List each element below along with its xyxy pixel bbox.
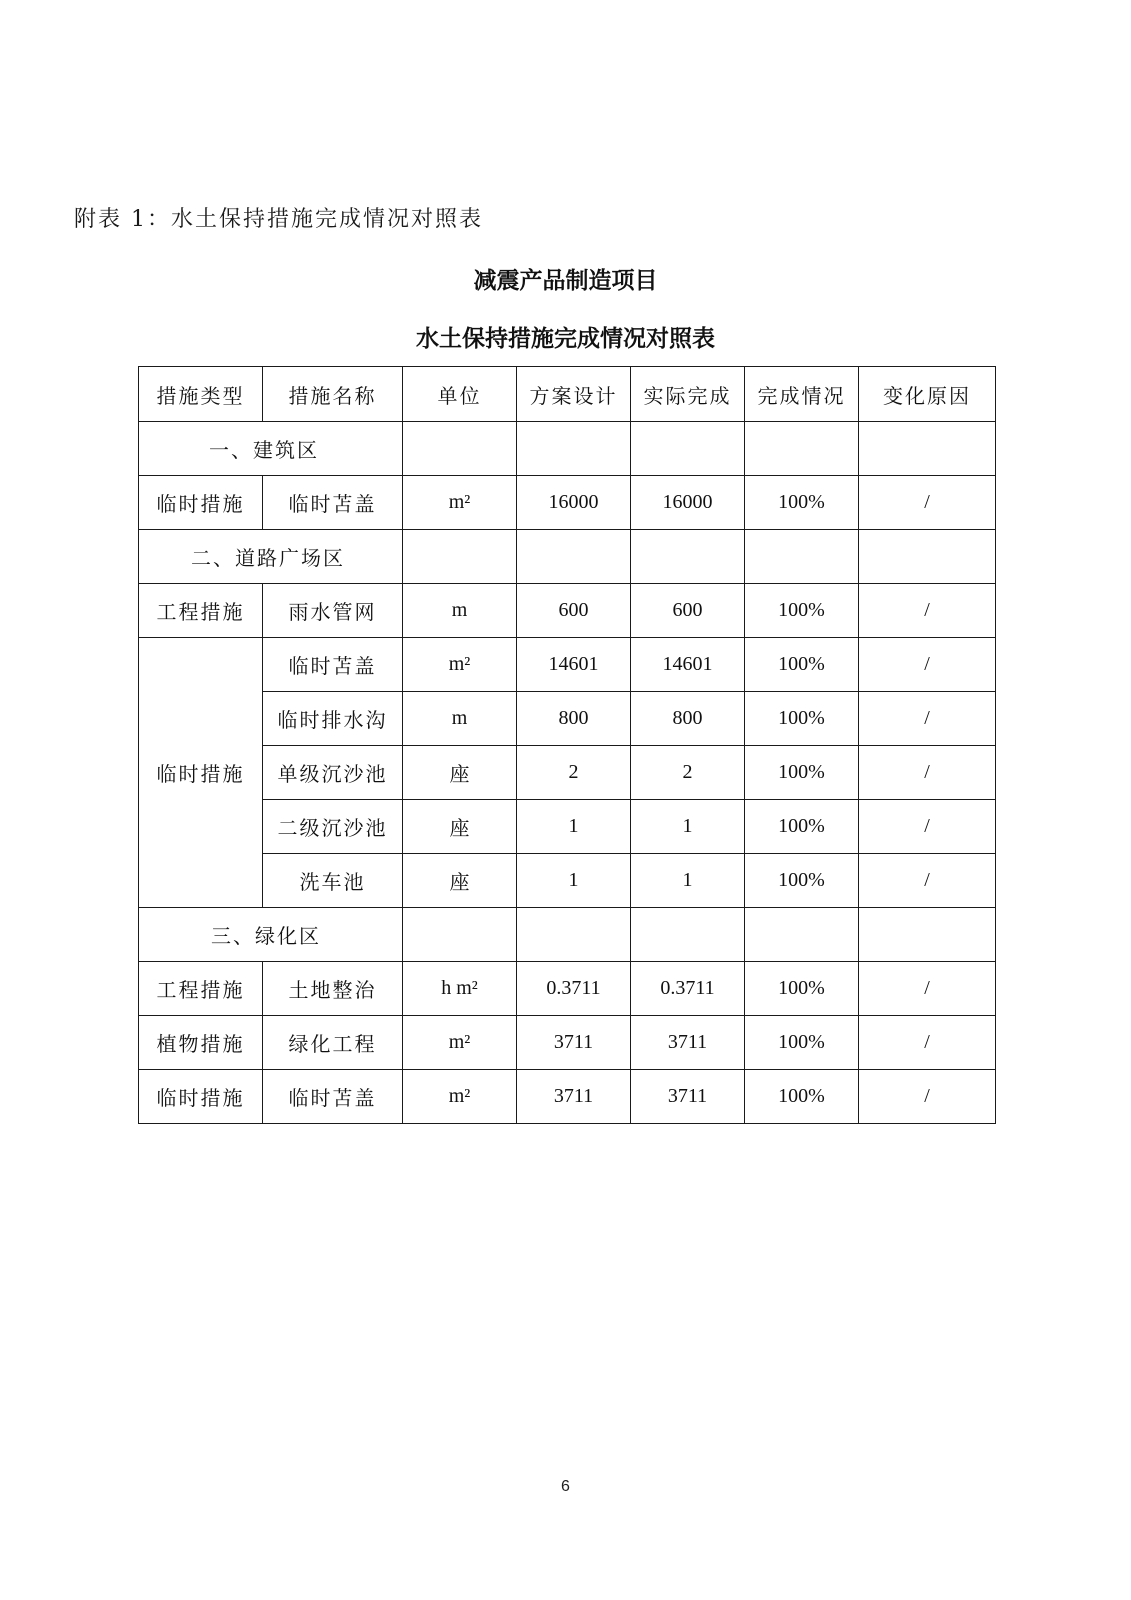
change-reason: / [859, 854, 996, 908]
measure-type: 工程措施 [139, 962, 263, 1016]
measure-type: 临时措施 [139, 638, 263, 908]
completion-status: 100% [745, 962, 859, 1016]
plan-design: 14601 [517, 638, 631, 692]
header-unit: 单位 [403, 367, 517, 422]
measure-type: 植物措施 [139, 1016, 263, 1070]
completion-status: 100% [745, 638, 859, 692]
section-name: 三、绿化区 [139, 908, 403, 962]
plan-design: 800 [517, 692, 631, 746]
measure-name: 土地整治 [263, 962, 403, 1016]
unit: m [403, 584, 517, 638]
measure-name: 雨水管网 [263, 584, 403, 638]
header-measure-type: 措施类型 [139, 367, 263, 422]
completion-status: 100% [745, 584, 859, 638]
annex-label: 附表 1：水土保持措施完成情况对照表 [74, 207, 483, 232]
table-row [139, 638, 996, 692]
actual-completed: 16000 [631, 476, 745, 530]
unit: 座 [403, 800, 517, 854]
measure-name: 临时苫盖 [263, 476, 403, 530]
completion-status: 100% [745, 692, 859, 746]
header-actual-completed: 实际完成 [631, 367, 745, 422]
unit: m² [403, 638, 517, 692]
table-row [139, 854, 996, 908]
header-change-reason: 变化原因 [859, 367, 996, 422]
section-row [139, 908, 996, 962]
measure-name: 绿化工程 [263, 1016, 403, 1070]
measure-type: 临时措施 [139, 1070, 263, 1124]
header-measure-name: 措施名称 [263, 367, 403, 422]
actual-completed: 1 [631, 800, 745, 854]
table-row [139, 1070, 996, 1124]
plan-design: 1 [517, 800, 631, 854]
measure-name: 临时苫盖 [263, 638, 403, 692]
actual-completed: 600 [631, 584, 745, 638]
change-reason: / [859, 476, 996, 530]
unit: m² [403, 1070, 517, 1124]
table-row [139, 584, 996, 638]
section-row [139, 422, 996, 476]
table-title: 水土保持措施完成情况对照表 [416, 326, 715, 352]
completion-status: 100% [745, 476, 859, 530]
table-row [139, 476, 996, 530]
plan-design: 600 [517, 584, 631, 638]
unit: 座 [403, 854, 517, 908]
measure-name: 洗车池 [263, 854, 403, 908]
measure-name: 临时排水沟 [263, 692, 403, 746]
plan-design: 3711 [517, 1070, 631, 1124]
plan-design: 2 [517, 746, 631, 800]
actual-completed: 3711 [631, 1070, 745, 1124]
project-title: 减震产品制造项目 [473, 268, 658, 294]
change-reason: / [859, 584, 996, 638]
table-row [139, 1016, 996, 1070]
actual-completed: 0.3711 [631, 962, 745, 1016]
header-completion-status: 完成情况 [745, 367, 859, 422]
header-plan-design: 方案设计 [517, 367, 631, 422]
plan-design: 1 [517, 854, 631, 908]
measure-type: 工程措施 [139, 584, 263, 638]
measure-name: 临时苫盖 [263, 1070, 403, 1124]
actual-completed: 2 [631, 746, 745, 800]
measure-name: 二级沉沙池 [263, 800, 403, 854]
completion-status: 100% [745, 746, 859, 800]
plan-design: 0.3711 [517, 962, 631, 1016]
completion-status: 100% [745, 854, 859, 908]
change-reason: / [859, 800, 996, 854]
page-number: 6 [561, 1478, 570, 1495]
change-reason: / [859, 1070, 996, 1124]
completion-status: 100% [745, 800, 859, 854]
unit: h m² [403, 962, 517, 1016]
table-header-row [139, 367, 996, 422]
actual-completed: 1 [631, 854, 745, 908]
unit: m² [403, 476, 517, 530]
plan-design: 3711 [517, 1016, 631, 1070]
table-row [139, 746, 996, 800]
change-reason: / [859, 1016, 996, 1070]
unit: 座 [403, 746, 517, 800]
table-row [139, 962, 996, 1016]
section-name: 一、建筑区 [139, 422, 403, 476]
table-row [139, 692, 996, 746]
unit: m² [403, 1016, 517, 1070]
section-name: 二、道路广场区 [139, 530, 403, 584]
change-reason: / [859, 638, 996, 692]
actual-completed: 14601 [631, 638, 745, 692]
completion-status: 100% [745, 1070, 859, 1124]
unit: m [403, 692, 517, 746]
change-reason: / [859, 746, 996, 800]
measure-type: 临时措施 [139, 476, 263, 530]
table-row [139, 800, 996, 854]
measures-comparison-table [138, 366, 996, 1124]
actual-completed: 3711 [631, 1016, 745, 1070]
measure-name: 单级沉沙池 [263, 746, 403, 800]
change-reason: / [859, 692, 996, 746]
completion-status: 100% [745, 1016, 859, 1070]
section-row [139, 530, 996, 584]
change-reason: / [859, 962, 996, 1016]
actual-completed: 800 [631, 692, 745, 746]
plan-design: 16000 [517, 476, 631, 530]
